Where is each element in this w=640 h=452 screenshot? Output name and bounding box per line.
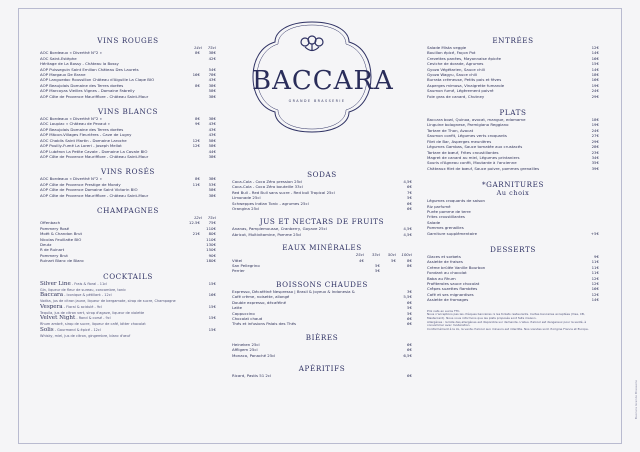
vins-blancs-title: VINS BLANCS: [97, 107, 159, 117]
item-price: 23€: [591, 149, 599, 155]
item-price: 16€: [591, 286, 599, 292]
item-price-bottle: 110€: [206, 236, 216, 242]
item-name: Salade: [427, 219, 441, 225]
item-name: Garniture supplémentaire: [427, 230, 478, 236]
item-name: Filet de Bar, Asperges meunières: [427, 138, 492, 144]
item-name: AOP Beaujolais Domaine des Terres dorées: [40, 126, 124, 132]
item-name: Gyoza Wagyu, Sauce chili: [427, 72, 477, 78]
item-price-bottle: 38€: [208, 50, 216, 56]
item-name: Abricot, Multivitamine, Pomme 25cl: [232, 231, 302, 237]
item-name: Deutz: [40, 241, 52, 247]
champagnes-title: CHAMPAGNES: [97, 205, 159, 215]
item-name: Glaces et sorbets: [427, 253, 461, 259]
item-price: 39€: [591, 165, 599, 171]
item-name: Riz parfumé: [427, 203, 451, 209]
item-price-glass: [186, 154, 200, 159]
item-name: Heineken 25cl: [232, 341, 260, 347]
item-price: 18€: [591, 72, 599, 78]
item-price: 12€: [591, 281, 599, 286]
item-name: Red Bull - Red Bull sans sucre - Red bull Tropical 25cl: [232, 189, 335, 195]
item-name: Assiette de fromages: [427, 297, 469, 303]
entrees-item: [427, 94, 599, 99]
item-price: 11€: [591, 264, 599, 270]
item-name: Magret de canard au miel, Légumes printaniers: [427, 154, 520, 160]
cocktail-title: Velvet Night: [40, 315, 76, 322]
item-name: Cappuccino: [232, 310, 255, 316]
item-name: Assiette de fraises: [427, 259, 463, 265]
jus-title: JUS ET NECTARS DE FRUITS: [259, 217, 385, 227]
vins_blancs-item: [40, 154, 216, 159]
garnitures-title: *GARNITURES: [481, 180, 545, 190]
item-name: Profiteroles sauce chocolat: [427, 281, 480, 286]
item-price: 6€: [407, 315, 412, 321]
item-name: Offenbach: [40, 220, 61, 226]
footer-line: Prix nets en euros TTC.: [427, 308, 461, 313]
aperitifs-title: APÉRITIFS: [298, 363, 346, 373]
item-price: +5€: [590, 230, 599, 236]
jus-item: [232, 232, 412, 237]
cocktail-name: [40, 281, 200, 288]
item-price-bottle: 38€: [208, 192, 216, 198]
item-price: 4,5€: [403, 179, 412, 184]
item-price-bottle: 38€: [208, 82, 216, 88]
item-name: AOC Bordeaux « Diverthé N°2 »: [40, 116, 103, 122]
item-price: 12€: [591, 275, 599, 281]
item-price: 4,5€: [403, 231, 412, 237]
item-price: 5,5€: [403, 294, 412, 300]
item-name: AOP Pouilly-Fumé La Loreri - Joseph Mellot: [40, 143, 122, 149]
item-price: 4€: [359, 257, 364, 263]
item-price: 9€: [594, 253, 599, 259]
item-price-bottle: 75€: [208, 220, 216, 226]
item-name: Ceviche de dorade, Agrumes: [427, 61, 484, 67]
item-price: 5€: [407, 310, 412, 316]
item-price-bottle: 150€: [206, 247, 216, 253]
item-name: Légumes croquants de saison: [427, 198, 485, 204]
cocktail-desc: Tequila, jus de citron vert, sirop d'agave, liqueur de violette: [40, 310, 145, 315]
item-price-bottle: 38€: [208, 176, 216, 182]
item-price-glass: 8€: [195, 176, 200, 182]
item-name: Fondant au chocolat: [427, 270, 467, 276]
item-price-bottle: 58€: [208, 137, 216, 143]
item-name: Ananas, Pamplemousse, Cranberry, Goyave 25cl: [232, 226, 327, 232]
item-price-glass: 12€: [192, 137, 200, 143]
item-name: Pommery Rosé: [40, 225, 70, 231]
item-price-bottle: 180€: [206, 258, 216, 264]
plats-title: PLATS: [499, 108, 527, 118]
item-price-bottle: 58€: [208, 143, 216, 149]
item-name: Souris d'Agneau confit, Moutarde à l'ancienne: [427, 160, 517, 166]
item-price-bottle: 43€: [208, 132, 216, 138]
vins-rouges-title: VINS ROUGES: [97, 36, 159, 45]
eaux-head: 25cl: [355, 252, 364, 258]
item-name: AOP Côte de Provence Maurifflore - Château Saint-Maur: [40, 153, 149, 159]
item-price: 5€: [391, 257, 396, 263]
item-price: 14€: [591, 50, 599, 56]
item-name: Thés et infusions Palais des Thés: [232, 321, 297, 327]
plats-item: [427, 166, 599, 171]
entrees-title: ENTRÉES: [492, 36, 534, 45]
eaux-item: [232, 268, 412, 273]
item-name: Double expresso, décaféiné: [232, 299, 287, 305]
side-caption: Baccara Grande Brasserie: [634, 380, 638, 420]
cocktail-desc: Gin, liqueur de fleur de sureau, concombre, tonic: [40, 287, 127, 292]
item-price: [396, 268, 412, 273]
item-price: 5€: [407, 305, 412, 311]
footer-line: Allergènes : la liste des allergènes est disponible sur demande. L'abus d'alcool est dangereux pour la santé, à consommer avec modération.: [427, 319, 587, 328]
item-name: Tartare de Thon, Avocat: [427, 127, 474, 133]
item-price: 27€: [591, 133, 599, 139]
item-price: 12€: [591, 291, 599, 297]
item-price-bottle: 44€: [208, 148, 216, 154]
cocktail-desc: Vodka, jus de citron jaune, liqueur de bergamote, sirop de sucre, Champagne: [40, 299, 176, 304]
item-name: Linguine bolognese, Parmigiano Reggiano: [427, 122, 509, 128]
item-name: Gyoza Végétarien, Sauce chili: [427, 66, 485, 72]
item-price: 6,5€: [403, 352, 412, 358]
item-price-bottle: 58€: [208, 187, 216, 193]
vins_rouges-item: [40, 94, 216, 99]
vins-rouges-heads: 14cl 75cl: [193, 45, 216, 50]
item-price: 14€: [591, 297, 599, 303]
item-name: San Pellegrino: [232, 263, 260, 269]
cocktail-desc: Rhum ambré, sirop de sucre, liqueur de café, bitter chocolat: [40, 322, 146, 327]
cocktail-name: [40, 304, 200, 311]
item-price-bottle: 78€: [208, 72, 216, 78]
item-name: Crêpes suzettes flambées: [427, 286, 478, 292]
item-price-bottle: 42€: [208, 55, 216, 61]
item-name: Pommery Brut: [40, 252, 68, 258]
item-price-bottle: 58€: [208, 88, 216, 94]
item-price-bottle: 90€: [208, 252, 216, 258]
item-price: 6€: [407, 321, 412, 327]
eaux-head: 50cl: [387, 252, 396, 258]
item-price-bottle: 38€: [208, 93, 216, 99]
item-name: AOP Côte de Provence Domaine Saint Victorin BIO: [40, 187, 138, 193]
item-price-bottle: 43€: [208, 126, 216, 132]
item-price: 24€: [591, 88, 599, 94]
desserts-title: DESSERTS: [490, 244, 536, 254]
cocktail-name: [40, 292, 200, 299]
item-price-glass: 8€: [195, 116, 200, 122]
item-price: 6€: [407, 341, 412, 347]
item-price: 6€: [407, 347, 412, 353]
cocktail-title: Baccara: [40, 292, 64, 299]
vins_roses-item: [40, 193, 216, 198]
eaux-head: 100cl: [401, 252, 412, 258]
item-name: AOC Bordeaux « Diverthé N°2 »: [40, 50, 103, 56]
bieres-title: BIÈRES: [305, 332, 339, 342]
item-name: Légumes Gambas, Sauce tomatée aux crustacés: [427, 144, 523, 150]
item-price: 18€: [591, 117, 599, 123]
item-name: Nicolas Feuillatte BIO: [40, 236, 82, 242]
item-name: Baccara bowl, Quinoa, avocat, mangue, edamame: [427, 117, 526, 123]
item-name: Héritage de La Bossy - Château la Bossy: [40, 61, 119, 67]
footer-notes: [427, 310, 599, 332]
eaux-head: 33cl: [371, 252, 380, 258]
item-name: Ruinart Blanc de Blanc: [40, 258, 85, 264]
item-price: 5€: [407, 195, 412, 201]
item-price: 11€: [591, 259, 599, 265]
item-price: 6€: [407, 200, 412, 206]
garnitures-subtitle: Au choix: [496, 189, 530, 198]
item-name: Burrata crémeuse, Petits pois et fèves: [427, 77, 502, 83]
item-name: AOC Bordeaux « Diverthé N°2 »: [40, 176, 103, 182]
item-price-bottle: 43€: [208, 121, 216, 127]
item-price-glass: 11€: [192, 181, 200, 187]
item-price-glass: [186, 193, 200, 198]
item-price: 8€: [407, 263, 412, 269]
cocktail-item: [40, 292, 216, 299]
cocktail-tag: - Rond & corsé - 9cl: [75, 316, 111, 321]
cocktail-item: [40, 304, 216, 311]
cocktail-price: 15€: [208, 315, 216, 321]
sodas-item: [232, 206, 412, 211]
item-name: Chocolat chaud: [232, 315, 263, 321]
cocktail-tag: - Floral & acidulé - 9cl: [62, 304, 102, 309]
item-price: 11€: [591, 270, 599, 276]
cocktail-desc: Whisky, miel, jus de citron, gingembre, blanc d'œuf: [40, 333, 131, 338]
item-price: 16€: [591, 55, 599, 61]
vins-roses-title: VINS ROSÉS: [101, 167, 155, 177]
item-price-bottle: 43€: [208, 77, 216, 83]
cocktail-price: 15€: [208, 326, 216, 332]
item-name: Purée pomme de terre: [427, 208, 471, 214]
brand-name: BACCARA: [252, 66, 394, 96]
item-name: AOP Puisseguin Saint Emilion Château Des Laurets: [40, 66, 139, 72]
item-name: AOP Beaujolais Domaine des Terres dorées: [40, 82, 124, 88]
item-price-glass: 21€: [192, 231, 200, 237]
item-price: 28€: [591, 144, 599, 150]
item-name: Salade Mista veggie: [427, 45, 467, 50]
item-price-bottle: 38€: [208, 116, 216, 122]
item-price-bottle: 54€: [208, 66, 216, 72]
item-name: Monaco, Panaché 25cl: [232, 352, 276, 358]
item-price: 3€: [407, 288, 412, 294]
item-name: Expresso, Décaféiné Nespresso | Brasil & Joyeux & Indonesia &: [232, 288, 355, 294]
item-price-glass: 16€: [192, 72, 200, 78]
cocktail-title: Solis: [40, 326, 54, 333]
item-name: AOP Côte de Provence Maurifflore - Château Saint-Maur: [40, 192, 149, 198]
aperitifs-item: [232, 373, 412, 378]
sodas-title: SODAS: [307, 170, 337, 179]
cocktail-name: [40, 327, 200, 334]
bieres-item: [232, 353, 412, 358]
item-price-glass: [186, 94, 200, 99]
item-price-glass: 12.5€: [188, 220, 200, 226]
champagnes-item: [40, 258, 216, 263]
right-column: [427, 36, 599, 332]
item-price: 16€: [591, 77, 599, 83]
item-price: [380, 268, 396, 273]
item-name: Asperges mimosa, Vinaigrette fumarole: [427, 82, 505, 88]
item-name: Moët & Chandon Brut: [40, 231, 83, 237]
item-name: Pommes grenailles: [427, 225, 464, 231]
item-name: Limonade 25cl: [232, 195, 261, 201]
item-name: Vittel: [232, 257, 243, 263]
item-price-bottle: 110€: [206, 225, 216, 231]
item-name: Saumon confit, Légumes verts croquants: [427, 133, 507, 139]
footer-line: Conformément à la loi, la vente d'alcool aux mineurs est interdite. Nos viandes sont d'origine France et Europe.: [427, 327, 589, 332]
item-price: 14€: [591, 66, 599, 72]
cocktail-tag: - Gourmand & épicé - 12cl: [53, 327, 101, 332]
item-name: Coca-Cola - Coca Zéro bouteille 33cl: [232, 184, 303, 190]
item-price: 6€: [407, 206, 412, 212]
item-name: Latte: [232, 305, 242, 311]
item-price: 7€: [407, 189, 412, 195]
item-price-glass: 12€: [192, 143, 200, 149]
item-name: AOC Saint-Estèphe: [40, 55, 77, 61]
item-name: Orangina 25cl: [232, 206, 260, 212]
cocktail-tag: - Iconique & pétillant - 12cl: [63, 293, 112, 298]
item-name: Saumon fumé, Légèrement poivré: [427, 88, 494, 94]
item-price: 6€: [407, 372, 412, 378]
cocktail-item: [40, 327, 216, 334]
item-name: Châteaux filet de bœuf, Sauce poivre, pommes grenailles: [427, 165, 540, 171]
item-name: Frites croustillantes: [427, 214, 465, 220]
cocktail-price: 15€: [208, 280, 216, 286]
cocktail-tag: - Frais & floral - 11cl: [70, 281, 108, 286]
item-price-glass: [186, 258, 200, 263]
cocktail-item: [40, 281, 216, 288]
item-name: AOP Lubéron La Petite Cavale - Domaine La Cavale BIO: [40, 148, 148, 154]
item-price: 24€: [591, 127, 599, 133]
cocktail-name: [40, 315, 200, 322]
item-name: AOP Margaux De Brane: [40, 72, 86, 78]
item-price: 6€: [407, 184, 412, 190]
cocktails-title: COCKTAILS: [103, 271, 153, 281]
footer-line: Nous n'acceptons pas les chèques bancaires ni les tickets restaurants. Cartes bancaires acceptées (Visa, CB, Mastercard). Nous vous informons que les plats proposés sont faits maison.: [427, 312, 585, 321]
item-name: Affligem 25cl: [232, 347, 258, 353]
item-price-glass: 9€: [195, 121, 200, 127]
eaux-title: EAUX MINÉRALES: [282, 243, 362, 253]
garnitures-item: [427, 231, 599, 236]
item-price: 12€: [591, 45, 599, 50]
item-name: AOC Loupiac « Château de Pevaut »: [40, 121, 111, 127]
item-price: 5€: [375, 263, 380, 269]
item-price: 35€: [591, 160, 599, 166]
item-name: AOC Chablis Saint Martin - Domaine Laroche: [40, 137, 127, 143]
item-name: Bouillon épicé, Façon Pot: [427, 50, 476, 56]
item-price: [348, 268, 364, 273]
item-price-bottle: 53€: [208, 181, 216, 187]
boissons-item: [232, 321, 412, 326]
item-price: 6€: [407, 299, 412, 305]
item-name: Crevettes panées, Mayonnaise épicée: [427, 55, 501, 61]
brand-tagline: GRANDE BRASSERIE: [288, 99, 346, 103]
desserts-item: [427, 297, 599, 302]
left-column: [40, 36, 216, 339]
middle-column: [232, 170, 412, 378]
cocktail-item: [40, 315, 216, 322]
item-name: Tartare de bœuf, Frites croustillantes: [427, 149, 499, 155]
item-name: Baba au Rhum: [427, 275, 456, 281]
item-price: 29€: [591, 93, 599, 99]
item-price-bottle: 38€: [208, 153, 216, 159]
item-price: 15€: [591, 61, 599, 67]
item-name: Schweppes Indian Tonic - agrumes 25cl: [232, 200, 309, 206]
item-name: AOP Côte de Provence Prestige de Mondy: [40, 181, 121, 187]
boissons-title: BOISSONS CHAUDES: [276, 279, 368, 289]
item-price-glass: 8€: [195, 82, 200, 88]
item-price: 4,5€: [403, 226, 412, 232]
item-name: Crème brûlée Vanille Bourbon: [427, 264, 486, 270]
item-price: 29€: [591, 138, 599, 144]
cocktail-price: 15€: [208, 303, 216, 309]
champagnes-heads: 12cl 75cl: [193, 214, 216, 220]
item-price: 34€: [591, 154, 599, 160]
item-name: Café crème, noisette, allongé: [232, 294, 290, 300]
item-price-glass: 8€: [195, 50, 200, 56]
item-price: 5€: [375, 268, 380, 274]
item-price: 19€: [591, 122, 599, 128]
item-name: AOP Languedoc Roussillon Château d'Aiguille La Clape BIO: [40, 77, 155, 83]
item-price-bottle: 80€: [208, 231, 216, 237]
item-name: Foie gras de canard, Chutney: [427, 93, 485, 99]
item-name: AOP Côte de Provence Maurifflore - Château Saint-Maur: [40, 93, 149, 99]
item-name: AOP Mâcon-Villages Fleurières - Cave de Lugny: [40, 132, 132, 138]
item-name: Coca-Cola - Coca Zéro pression 25cl: [232, 179, 303, 184]
cocktail-title: Vespera: [40, 303, 63, 310]
cocktail-title: Silver Line: [40, 280, 71, 287]
cocktail-price: 16€: [208, 292, 216, 298]
item-price-bottle: 130€: [206, 241, 216, 247]
item-name: AOP Marcoyas Vieilles Vignes - Domaine Fabrelly: [40, 88, 135, 94]
item-name: Perrier: [232, 268, 245, 274]
item-name: R de Ruinart: [40, 247, 65, 253]
item-name: Café et ses mignardises: [427, 291, 474, 297]
item-price: 19€: [591, 82, 599, 88]
item-name: Ricard, Pastis 51 2cl: [232, 372, 272, 378]
crest-icon: [301, 36, 323, 51]
item-price: 8€: [407, 257, 412, 263]
